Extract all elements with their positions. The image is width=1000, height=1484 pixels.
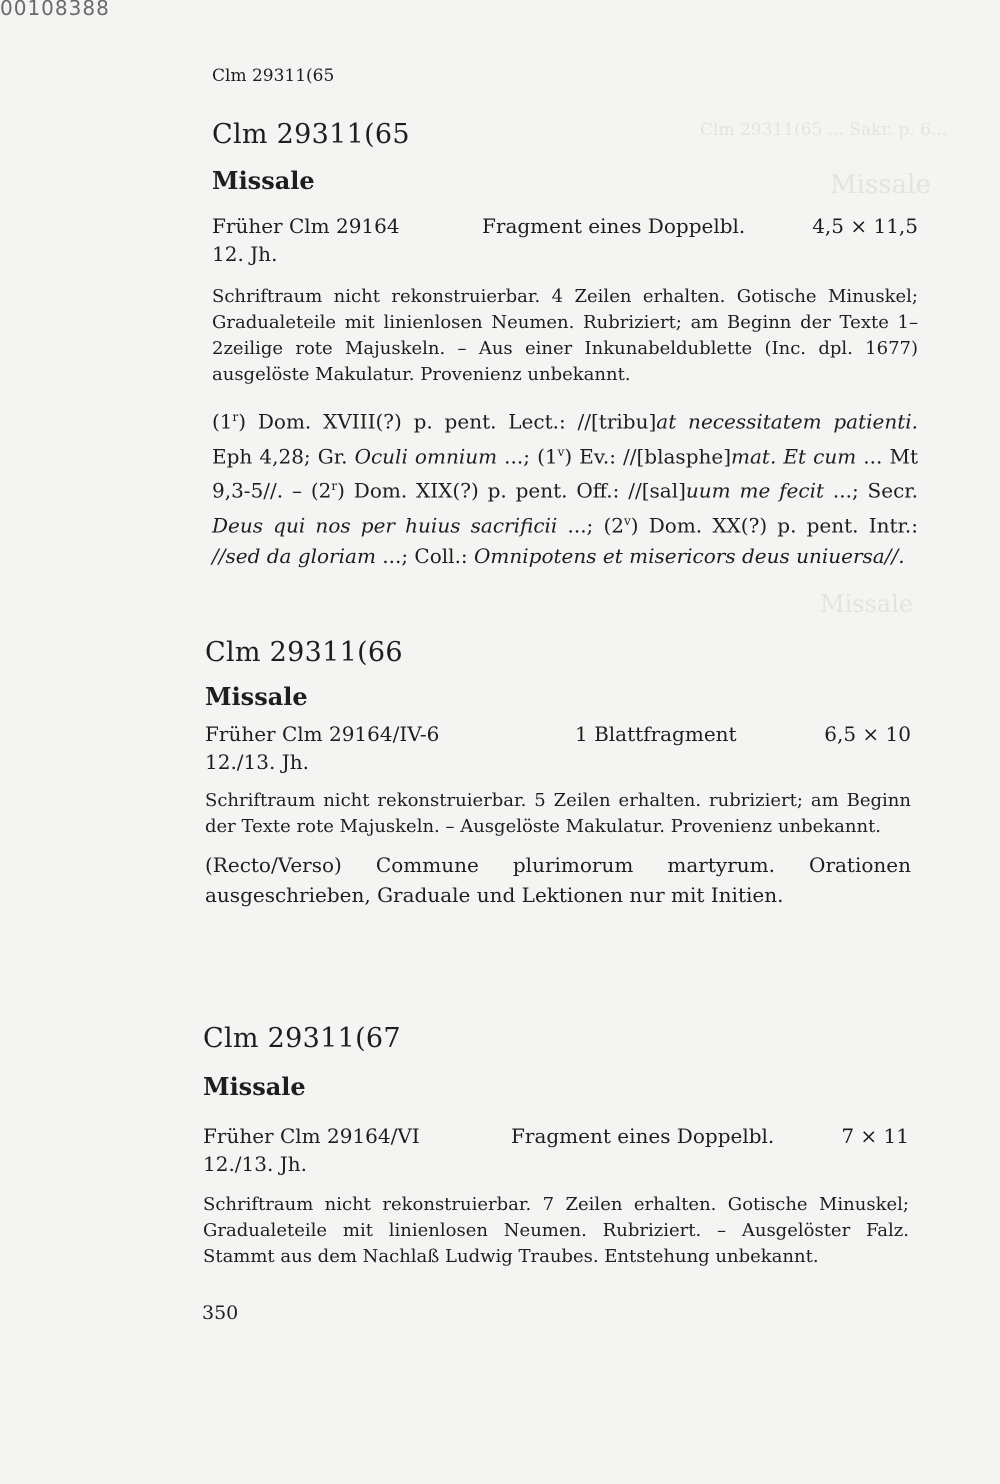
entry-meta bbox=[203, 1122, 909, 1178]
fragment-size: 7 × 11 bbox=[841, 1124, 909, 1148]
physical-description: Schriftraum nicht rekonstruierbar. 4 Zeilen erhalten. Gotische Minuskel; Gradualeteile mit linienlosen Neumen. Rubriziert; am Beginn der Texte 1–2zeilige rote Majuskeln. – Aus einer Inkunabeldublette (Inc. dpl. 1677) ausgelöste Makulatur. Provenienz unbekannt. bbox=[212, 286, 918, 385]
fragment-size: 6,5 × 10 bbox=[824, 722, 911, 746]
catalog-entry bbox=[0, 118, 1000, 571]
fragment-size: 4,5 × 11,5 bbox=[812, 214, 918, 238]
running-head: Clm 29311(65 bbox=[212, 66, 335, 86]
archive-corner-mark: 00108388 bbox=[0, 0, 110, 20]
fragment-type: 1 Blattfragment bbox=[575, 722, 737, 746]
shelfmark-heading: Clm 29311(66 bbox=[205, 637, 403, 668]
century: 12. Jh. bbox=[212, 242, 278, 266]
bleed-through: Missale bbox=[830, 170, 931, 200]
catalog-entry bbox=[0, 636, 1000, 910]
catalog-entry bbox=[0, 1022, 1000, 1270]
bleed-through: Missale bbox=[820, 590, 914, 618]
century: 12./13. Jh. bbox=[205, 750, 309, 774]
physical-description: Schriftraum nicht rekonstruierbar. 5 Zeilen erhalten. rubriziert; am Beginn der Texte rote Majuskeln. – Ausgelöste Makulatur. Provenienz unbekannt. bbox=[205, 790, 911, 837]
contents-text: (Recto/Verso) Commune plurimorum martyrum. Orationen ausgeschrieben, Graduale und Lektionen nur mit Initien. bbox=[205, 853, 911, 907]
fragment-type: Fragment eines Doppelbl. bbox=[511, 1124, 775, 1148]
entry-title: Missale bbox=[205, 682, 308, 711]
entry-title: Missale bbox=[212, 166, 315, 195]
former-signature: Früher Clm 29164/VI bbox=[203, 1124, 420, 1148]
former-signature: Früher Clm 29164 bbox=[212, 214, 400, 238]
page-number: 350 bbox=[202, 1302, 239, 1324]
bleed-through: Clm 29311(65 ... Sakr. p. 6... bbox=[700, 120, 948, 140]
entry-meta bbox=[205, 720, 911, 776]
entry-title: Missale bbox=[203, 1072, 306, 1101]
shelfmark-heading: Clm 29311(65 bbox=[212, 119, 410, 150]
century: 12./13. Jh. bbox=[203, 1152, 307, 1176]
shelfmark-heading: Clm 29311(67 bbox=[203, 1023, 401, 1054]
physical-description: Schriftraum nicht rekonstruierbar. 7 Zeilen erhalten. Gotische Minuskel; Gradualeteile mit linienlosen Neumen. Rubriziert. – Ausgelöster Falz. Stammt aus dem Nachlaß Ludwig Traubes. Entstehung unbekannt. bbox=[203, 1194, 909, 1267]
fragment-type: Fragment eines Doppelbl. bbox=[482, 214, 746, 238]
former-signature: Früher Clm 29164/IV-6 bbox=[205, 722, 440, 746]
contents-text: (1$^r$) Dom. XVIII(?) p. pent. Lect.: //[tribu]at necessitatem patienti. Eph 4,28; Gr. Oculi omnium ...; (1$^v$) Ev.: //[blasphe]mat. Et cum ... Mt 9,3-5//. – (2$^r$) Dom. XIX(?) p. pent. Off.: //[sal]uum me fecit ...; Secr. Deus qui nos per huius sacrificii ...; (2$^v$) Dom. XX(?) p. pent. Intr.: //sed da gloriam ...; Coll.: Omnipotens et misericors deus uniuersa//. bbox=[212, 409, 919, 568]
entry-meta bbox=[212, 212, 918, 268]
